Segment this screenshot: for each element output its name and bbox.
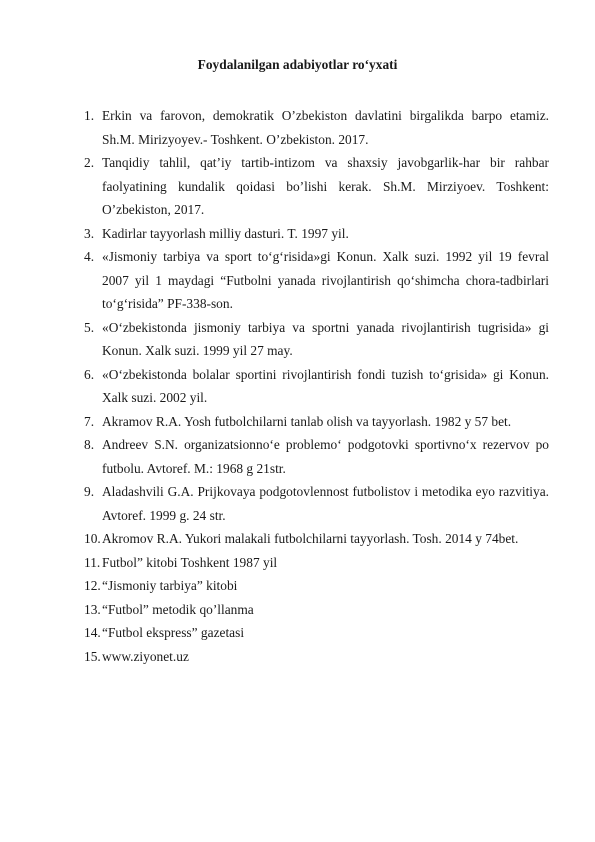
reference-text: Aladashvili G.A. Prijkovaya podgotovlennost futbolistov i metodika eyo razvitiya. Avtoref. 1999 g. 24 str. xyxy=(102,484,549,523)
reference-number: 11. xyxy=(84,554,101,570)
reference-item xyxy=(84,363,549,410)
reference-number: 3. xyxy=(84,225,95,241)
reference-number: 14. xyxy=(84,625,101,640)
reference-item xyxy=(84,645,549,669)
reference-text: Erkin va farovon, demokratik O’zbekiston davlatini birgalikda barpo etamiz. Sh.M. Mirizyoyev.- Toshkent. O’zbekiston. 2017. xyxy=(102,108,549,147)
reference-text: «O‘zbekistonda bolalar sportini rivojlantirish fondi tuzish to‘grisida» gi Konun. Xalk suzi. 2002 yil. xyxy=(102,366,549,405)
reference-text: Tanqidiy tahlil, qat’iy tartib-intizom va shaxsiy javobgarlik-har bir rahbar faolyatining kundalik qoidasi bo’lishi kerak. Sh.M. Mirziyoev. Toshkent: O’zbekiston, 2017. xyxy=(102,155,549,217)
reference-item xyxy=(84,104,549,151)
reference-text: «Jismoniy tarbiya va sport to‘g‘risida»gi Konun. Xalk suzi. 1992 yil 19 fevral 2007 yil 1 maydagi “Futbolni yanada rivojlantirish qo‘shimcha chora-tadbirlari to‘g‘risida” PF-338-son. xyxy=(102,249,549,311)
reference-number: 4. xyxy=(84,249,95,264)
reference-item xyxy=(84,410,549,434)
reference-number: 13. xyxy=(84,601,101,617)
reference-text: «O‘zbekistonda jismoniy tarbiya va sportni yanada rivojlantirish tugrisida» gi Konun. Xalk suzi. 1999 yil 27 may. xyxy=(102,319,549,358)
reference-text: “Futbol ekspress” gazetasi xyxy=(102,625,245,640)
reference-number: 8. xyxy=(84,437,95,452)
reference-text: Kadirlar tayyorlash milliy dasturi. T. 1997 yil. xyxy=(102,225,349,241)
reference-text: Akromov R.A. Yukori malakali futbolchilarni tayyorlash. Tosh. 2014 y 74bet. xyxy=(102,531,519,546)
reference-number: 1. xyxy=(84,108,95,123)
reference-text: Andreev S.N. organizatsionno‘e problemo‘ podgotovki sportivno‘x rezervov po futbolu. Avtoref. M.: 1968 g 21str. xyxy=(102,437,549,476)
reference-text: “Futbol” metodik qo’llanma xyxy=(102,601,254,617)
reference-text: Futbol” kitobi Toshkent 1987 yil xyxy=(102,554,278,570)
reference-item xyxy=(84,433,549,480)
reference-item xyxy=(84,551,549,575)
reference-item xyxy=(84,222,549,246)
reference-number: 5. xyxy=(84,319,95,335)
reference-number: 6. xyxy=(84,366,95,382)
reference-item xyxy=(84,316,549,363)
reference-item xyxy=(84,621,549,645)
reference-text: Akramov R.A. Yosh futbolchilarni tanlab olish va tayyorlash. 1982 y 57 bet. xyxy=(102,413,512,429)
reference-item xyxy=(84,598,549,622)
reference-item xyxy=(84,151,549,222)
reference-number: 12. xyxy=(84,578,101,593)
reference-number: 15. xyxy=(84,648,101,664)
reference-text: “Jismoniy tarbiya” kitobi xyxy=(102,578,238,593)
reference-number: 7. xyxy=(84,413,95,429)
reference-item xyxy=(84,527,549,551)
reference-number: 10. xyxy=(84,531,101,546)
reference-item xyxy=(84,245,549,316)
reference-number: 9. xyxy=(84,484,95,499)
reference-item xyxy=(84,480,549,527)
page-title: Foydalanilgan adabiyotlar ro‘yxati xyxy=(197,57,398,72)
reference-list xyxy=(84,104,549,668)
reference-item xyxy=(84,574,549,598)
reference-text: www.ziyonet.uz xyxy=(102,648,189,664)
reference-number: 2. xyxy=(84,155,95,170)
